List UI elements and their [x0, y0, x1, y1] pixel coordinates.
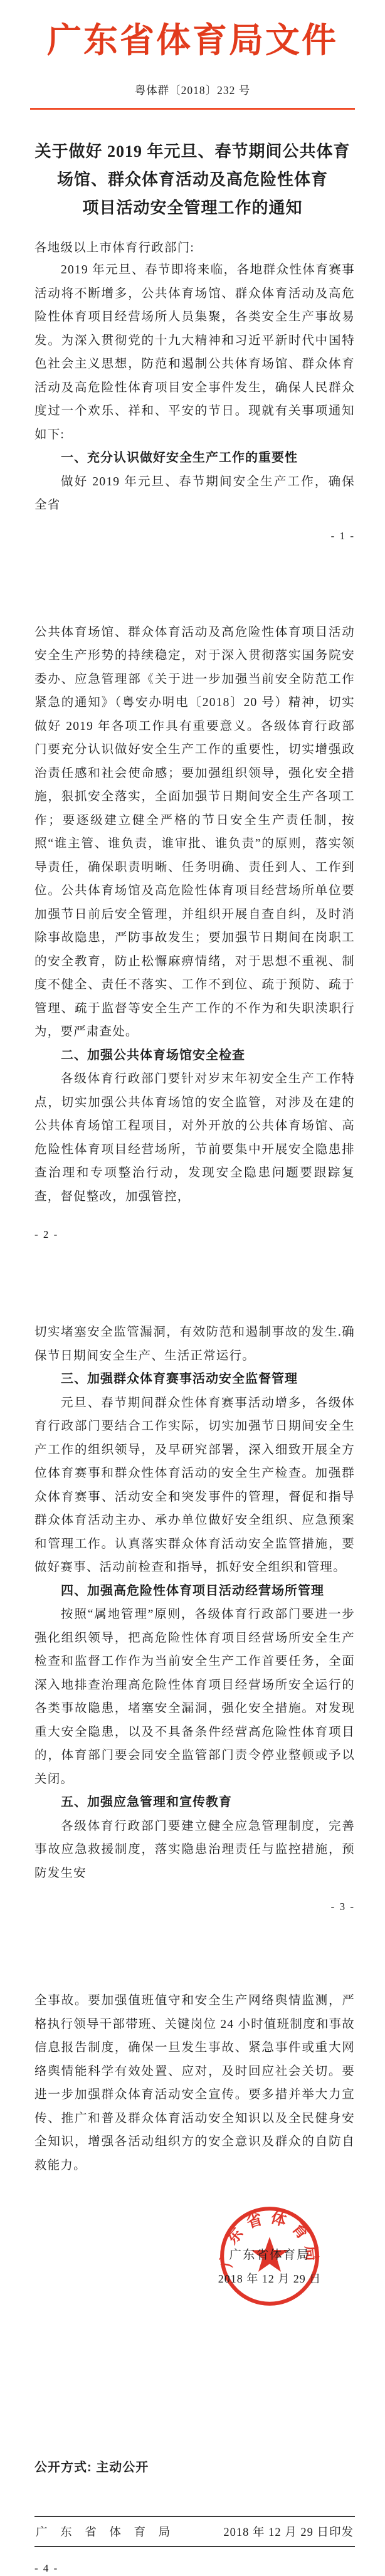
section-heading-5: 五、加强应急管理和宣传教育 [61, 1795, 232, 1809]
footer-issuer: 广 东 省 体 育 局 [36, 2526, 176, 2539]
footer [34, 2516, 355, 2547]
seal-arc-text: 广东省体育局 [218, 2209, 321, 2268]
paragraph-intro: 2019 年元旦、春节即将来临，各地群众性体育赛事活动将不断增多，公共体育场馆、群众体育活动及高危险性体育项目经营场所人员集聚，各类安全生产事故易发。为深入贯彻党的十九大精神和习近平新时代中国特色社会主义思想，防范和遏制公共体育场馆、群众体育活动及高危险性体育项目安全事件发生，确保人民群众度过一个欢乐、祥和、平安的节日。现就有关事项通知如下: [34, 263, 355, 441]
paragraph-5: 按照“属地管理”原则，各级体育行政部门要进一步强化组织领导，把高危险性体育项目经营场所安全生产检查和监督工作作为当前安全生产工作首要任务，全面深入地排查治理高危险性体育项目经营场所安全运行的各类事故隐患，堵塞安全漏洞，强化安全措施。对发现重大安全隐患，以及不具备条件经营高危险性体育项目的，体育部门要会同安全监管部门责令停业整顿或予以关闭。 [34, 1608, 355, 1786]
signature-block [0, 2177, 385, 2334]
section-heading-1: 一、充分认识做好安全生产工作的重要性 [61, 451, 298, 465]
paragraph-2-start: 做好 2019 年元旦、春节期间安全生产工作，确保全省 [34, 475, 355, 512]
section-heading-3: 三、加强群众体育赛事活动安全监督管理 [61, 1372, 298, 1386]
page-number-1: - 1 - [330, 529, 355, 542]
salutation: 各地级以上市体育行政部门: [34, 241, 195, 255]
page-number-4: - 4 - [34, 2562, 59, 2574]
document-number: 粤体群〔2018〕232 号 [134, 84, 251, 97]
title-line-1: 关于做好 2019 年元旦、春节期间公共体育 [34, 142, 351, 161]
section-heading-4: 四、加强高危险性体育项目活动经营场所管理 [61, 1583, 324, 1598]
signer-name: 广东省体育局 [229, 2249, 310, 2262]
header-divider [30, 108, 355, 110]
title-line-2: 场馆、群众体育活动及高危险性体育 [56, 171, 328, 189]
paragraph-6-start: 各级体育行政部门要建立健全应急管理制度，完善事故应急救援制度，落实隐患治理责任与监控措施，预防发生安 [34, 1819, 355, 1880]
document-header-title: 广东省体育局文件 [46, 21, 338, 60]
signature-date: 2018 年 12 月 29 日 [218, 2272, 322, 2285]
paragraph-3-continued: 切实堵塞安全监管漏洞，有效防范和遏制事故的发生.确保节日期间安全生产、生活正常运行。 [34, 1326, 355, 1363]
page-number-2: - 2 - [34, 1228, 59, 1240]
paragraph-4: 元旦、春节期间群众性体育赛事活动增多，各级体育行政部门要结合工作实际，切实加强节日期间安全生产工作的组织领导，及早研究部署，深入细致开展全方位体育赛事和群众性体育活动的安全生产检查。加强群众体育赛事、活动安全和突发事件的管理，督促和指导群众体育活动主办、承办单位做好安全组织、应急预案和管理工作。认真落实群众体育活动安全监管措施，要做好赛事、活动前检查和指导，抓好安全组织和管理。 [34, 1396, 355, 1574]
footer-print-date: 2018 年 12 月 29 日印发 [223, 2526, 354, 2539]
page-number-3: - 3 - [330, 1901, 355, 1913]
paragraph-2-continued: 公共体育场馆、群众体育活动及高危险性体育项目活动安全生产形势的持续稳定，对于深入贯彻落实国务院安委办、应急管理部《关于进一步加强当前安全防范工作紧急的通知》（粤安办明电〔2018〕20 号）精神，切实做好 2019 年各项工作具有重要意义。各级体育行政部门要充分认识做好安全生产工作的重要性，切实增强政治责任感和社会使命感；要加强组织领导，强化安全措施，狠抓安全落实，全面加强节日期间安全生产各项工作；要逐级建立健全严格的节日安全生产责任制，按照“谁主管、谁负责，谁审批、谁负责”的原则，落实领导责任，确保职责明晰、任务明确、责任到人、工作到位。公共体育场馆及高危险性体育项目经营场所单位要加强节日前后安全管理，并组织开展自查自纠，及时消除事故隐患，严防事故发生；要加强节日期间在岗职工的安全教育，防止松懈麻痹情绪，对于思想不重视、制度不健全、责任不落实、工作不到位、疏于预防、疏于管理、疏于监督等安全生产工作的不作为和失职渎职行为，要严肃查处。 [34, 625, 355, 1038]
title-line-3: 项目活动安全管理工作的通知 [82, 199, 303, 217]
section-heading-2: 二、加强公共体育场馆安全检查 [61, 1048, 245, 1062]
paragraph-6-continued: 全事故。要加强值班值守和安全生产网络舆情监测，严格执行领导干部带班、关键岗位 24 小时值班制度和事故信息报告制度，确保一旦发生事故、紧急事件或重大网络舆情能科学有效处置、应对，及时回应社会关切。要进一步加强群众体育活动安全宣传。要多措并举大力宣传、推广和普及群众体育活动安全知识以及全民健身安全知识，增强各活动组织方的安全意识及群众的自防自救能力。 [34, 1994, 355, 2172]
publicity-note: 公开方式: 主动公开 [34, 2461, 149, 2474]
document-title [0, 137, 385, 222]
paragraph-3-start: 各级体育行政部门要针对岁末年初安全生产工作特点，切实加强公共体育场馆的安全监管，对涉及在建的公共体育场馆工程项目，对外开放的公共体育场馆、高危险性体育项目经营场所，节前要集中开展安全隐患排查治理和专项整治行动，发现安全隐患问题要跟踪复查，督促整改，加强管控， [34, 1072, 355, 1203]
